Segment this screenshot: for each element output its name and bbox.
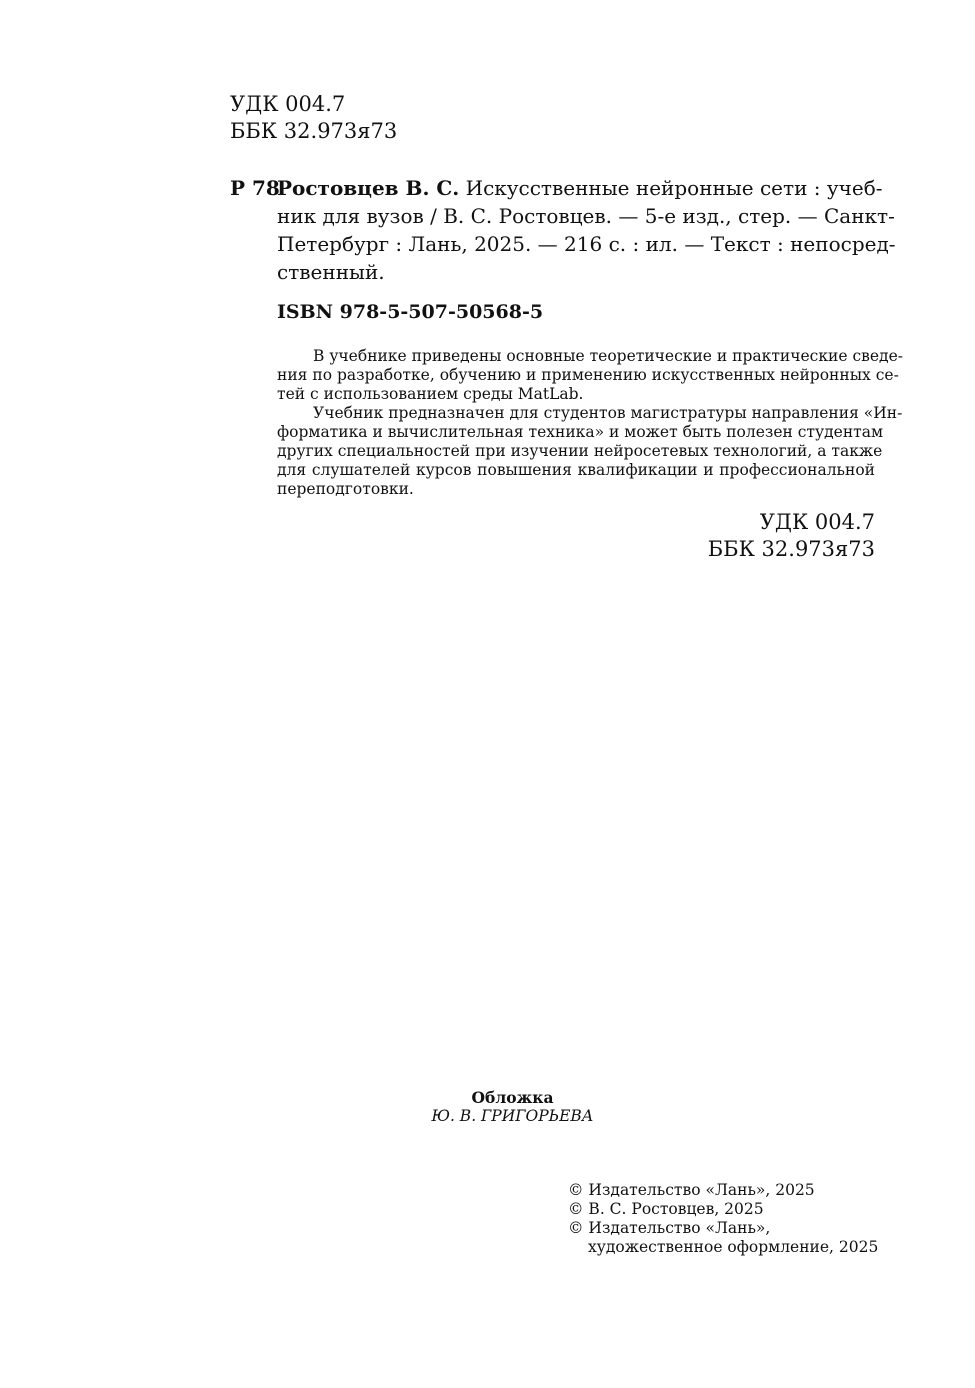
author-mark: Р 78 bbox=[230, 176, 280, 200]
footer-codes bbox=[600, 509, 875, 563]
cover-label: Обложка bbox=[471, 1088, 554, 1107]
abstract-line: тей с использованием среды MatLab. bbox=[277, 385, 584, 403]
copyright-line: художественное оформление, 2025 bbox=[588, 1238, 879, 1256]
abstract bbox=[277, 347, 903, 499]
abstract-line: для слушателей курсов повышения квалификации и профессиональной bbox=[277, 461, 875, 479]
udk-code: УДК 004.7 bbox=[230, 92, 346, 116]
bbk-code: ББК 32.973я73 bbox=[230, 119, 398, 143]
copyright-line: © В. С. Ростовцев, 2025 bbox=[568, 1200, 764, 1218]
author-name: Ростовцев В. С. bbox=[277, 176, 460, 200]
bibliographic-record bbox=[277, 174, 896, 286]
abstract-line: других специальностей при изучении нейросетевых технологий, а также bbox=[277, 442, 883, 460]
header-codes bbox=[230, 91, 397, 145]
cover-designer: Ю. В. ГРИГОРЬЕВА bbox=[431, 1107, 594, 1125]
copyright-line: © Издательство «Лань», bbox=[568, 1219, 771, 1237]
isbn: ISBN 978-5-507-50568-5 bbox=[277, 301, 544, 323]
abstract-line: Учебник предназначен для студентов магистратуры направления «Ин- bbox=[313, 404, 903, 422]
copyright-block bbox=[568, 1181, 878, 1257]
biblio-line-1 bbox=[277, 174, 883, 202]
biblio-line-2: ник для вузов / В. С. Ростовцев. — 5-е изд., стер. — Санкт- bbox=[277, 204, 895, 228]
abstract-line: ния по разработке, обучению и применению искусственных нейронных се- bbox=[277, 366, 899, 384]
biblio-line-3: Петербург : Лань, 2025. — 216 с. : ил. — Текст : непосред- bbox=[277, 232, 896, 256]
udk-code-bottom: УДК 004.7 bbox=[759, 510, 875, 534]
abstract-line: переподготовки. bbox=[277, 480, 414, 498]
abstract-line: форматика и вычислительная техника» и может быть полезен студентам bbox=[277, 423, 884, 441]
abstract-line: В учебнике приведены основные теоретические и практические сведе- bbox=[313, 347, 903, 365]
bbk-code-bottom: ББК 32.973я73 bbox=[707, 537, 875, 561]
biblio-title: Искусственные нейронные сети : учеб- bbox=[459, 176, 883, 200]
cover-credit bbox=[380, 1088, 645, 1126]
copyright-line: © Издательство «Лань», 2025 bbox=[568, 1181, 815, 1199]
biblio-line-4: ственный. bbox=[277, 260, 385, 284]
